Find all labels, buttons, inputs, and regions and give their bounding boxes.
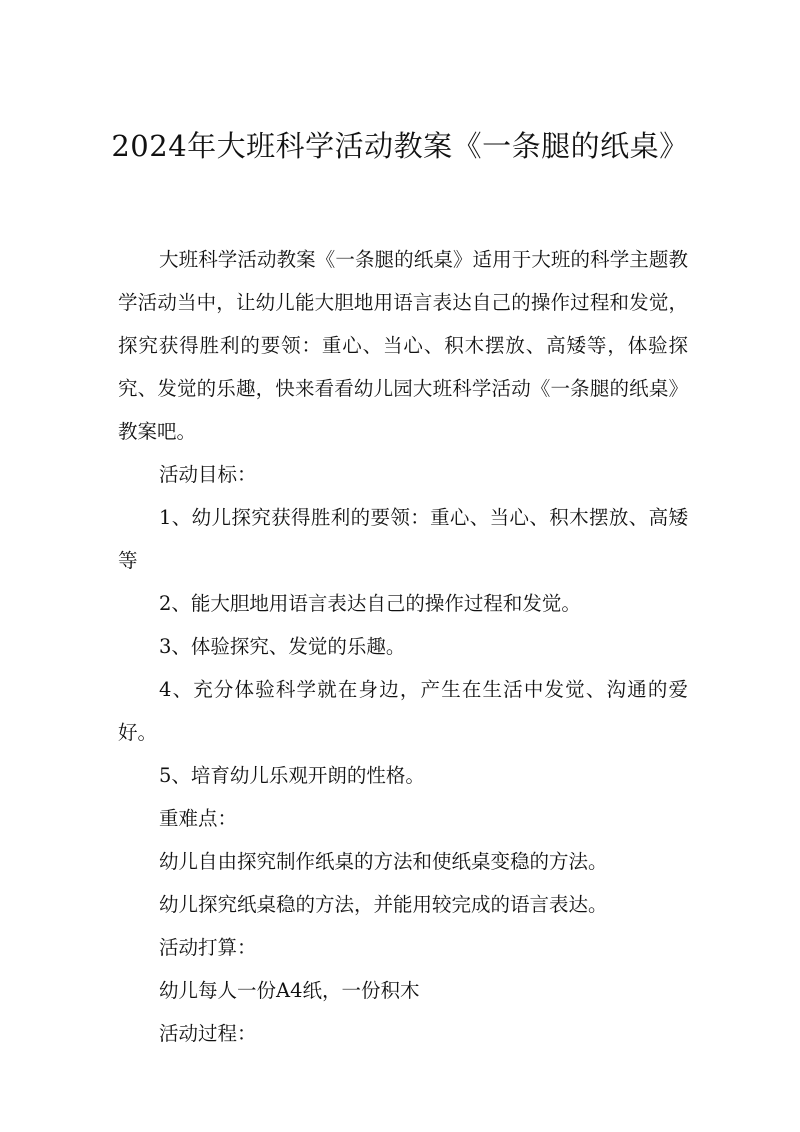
key-point-2: 幼儿探究纸桌稳的方法，并能用较完成的语言表达。 [159, 893, 608, 916]
goal-item-5: 5、培育幼儿乐观开朗的性格。 [159, 764, 425, 787]
document-body [118, 238, 688, 1055]
section-heading-goals: 活动目标： [159, 463, 257, 486]
intro-paragraph: 大班科学活动教案《一条腿的纸桌》适用于大班的科学主题教学活动当中，让幼儿能大胆地用语言表达自己的操作过程和发觉，探究获得胜利的要领：重心、当心、积木摆放、高矮等，体验探究、发觉的乐趣，快来看看幼儿园大班科学活动《一条腿的纸桌》教案吧。 [118, 248, 688, 443]
goal-item-1: 1、幼儿探究获得胜利的要领：重心、当心、积木摆放、高矮等 [118, 506, 688, 572]
goal-item-2: 2、能大胆地用语言表达自己的操作过程和发觉。 [159, 592, 581, 615]
key-point-1: 幼儿自由探究制作纸桌的方法和使纸桌变稳的方法。 [159, 850, 608, 873]
section-heading-preparation: 活动打算： [159, 936, 257, 959]
goal-item-3: 3、体验探究、发觉的乐趣。 [159, 635, 406, 658]
document-title: 2024年大班科学活动教案《一条腿的纸桌》 [111, 129, 689, 163]
section-heading-key-points: 重难点： [159, 807, 238, 830]
section-heading-process: 活动过程： [159, 1022, 257, 1045]
preparation-item: 幼儿每人一份A4纸，一份积木 [159, 979, 420, 1002]
goal-item-4: 4、充分体验科学就在身边，产生在生活中发觉、沟通的爱好。 [118, 678, 688, 744]
